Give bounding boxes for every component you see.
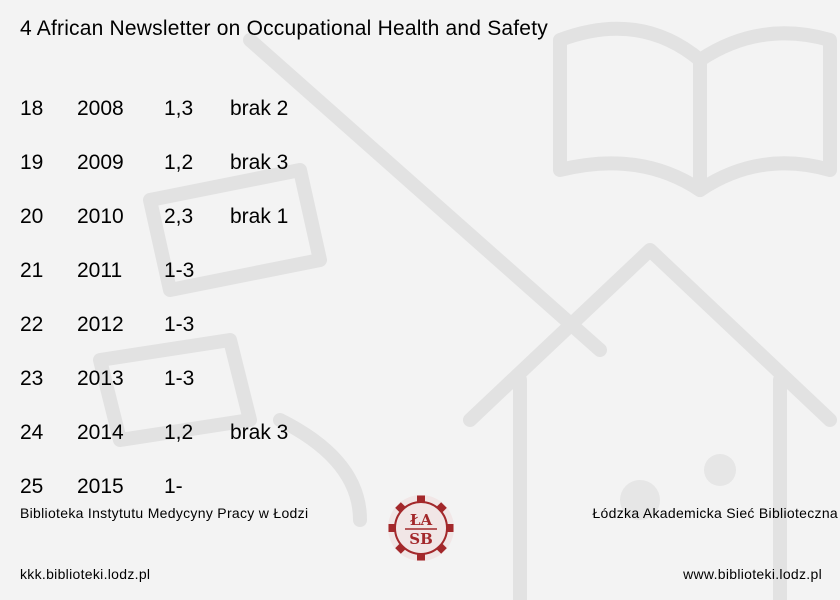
- holdings-volume: 18: [20, 97, 44, 120]
- holdings-year: 2012: [77, 313, 124, 336]
- holdings-note: brak 3: [230, 151, 289, 174]
- holdings-year: 2010: [77, 205, 124, 228]
- holdings-note: brak 1: [230, 205, 289, 228]
- logo-text-top: ŁA: [409, 511, 433, 529]
- holdings-year: 2015: [77, 475, 124, 498]
- holdings-issues: 1,2: [164, 151, 194, 174]
- holdings-issues: 1-3: [164, 367, 195, 390]
- footer-institute-name: Biblioteka Instytutu Medycyny Pracy w Łodzi: [20, 505, 309, 521]
- holdings-volume: 24: [20, 421, 44, 444]
- holdings-issues: 1,2: [164, 421, 194, 444]
- document-title: 4 African Newsletter on Occupational Health and Safety: [20, 17, 548, 40]
- holdings-volume: 20: [20, 205, 44, 228]
- holdings-issues: 1-: [164, 475, 183, 498]
- holdings-volume: 23: [20, 367, 44, 390]
- holdings-issues: 1-3: [164, 313, 195, 336]
- footer-network-name: Łódzka Akademicka Sieć Biblioteczna: [592, 505, 838, 521]
- holdings-volume: 19: [20, 151, 44, 174]
- holdings-year: 2011: [77, 259, 123, 282]
- holdings-issues: 1-3: [164, 259, 195, 282]
- logo-book-icon: [417, 555, 425, 561]
- holdings-year: 2014: [77, 421, 124, 444]
- logo-book-icon: [417, 496, 425, 502]
- holdings-year: 2013: [77, 367, 124, 390]
- holdings-year: 2008: [77, 97, 124, 120]
- holdings-volume: 21: [20, 259, 44, 282]
- logo-text-bottom: SB: [409, 530, 433, 548]
- logo-book-icon: [448, 524, 454, 532]
- holdings-note: brak 2: [230, 97, 289, 120]
- holdings-volume: 25: [20, 475, 44, 498]
- holdings-issues: 1,3: [164, 97, 194, 120]
- lasb-logo: [385, 492, 457, 564]
- holdings-year: 2009: [77, 151, 124, 174]
- footer-right-link[interactable]: www.biblioteki.lodz.pl: [683, 566, 822, 582]
- holdings-issues: 2,3: [164, 205, 194, 228]
- footer-left-link[interactable]: kkk.biblioteki.lodz.pl: [20, 566, 151, 582]
- logo-book-icon: [389, 524, 395, 532]
- holdings-volume: 22: [20, 313, 44, 336]
- holdings-note: brak 3: [230, 421, 289, 444]
